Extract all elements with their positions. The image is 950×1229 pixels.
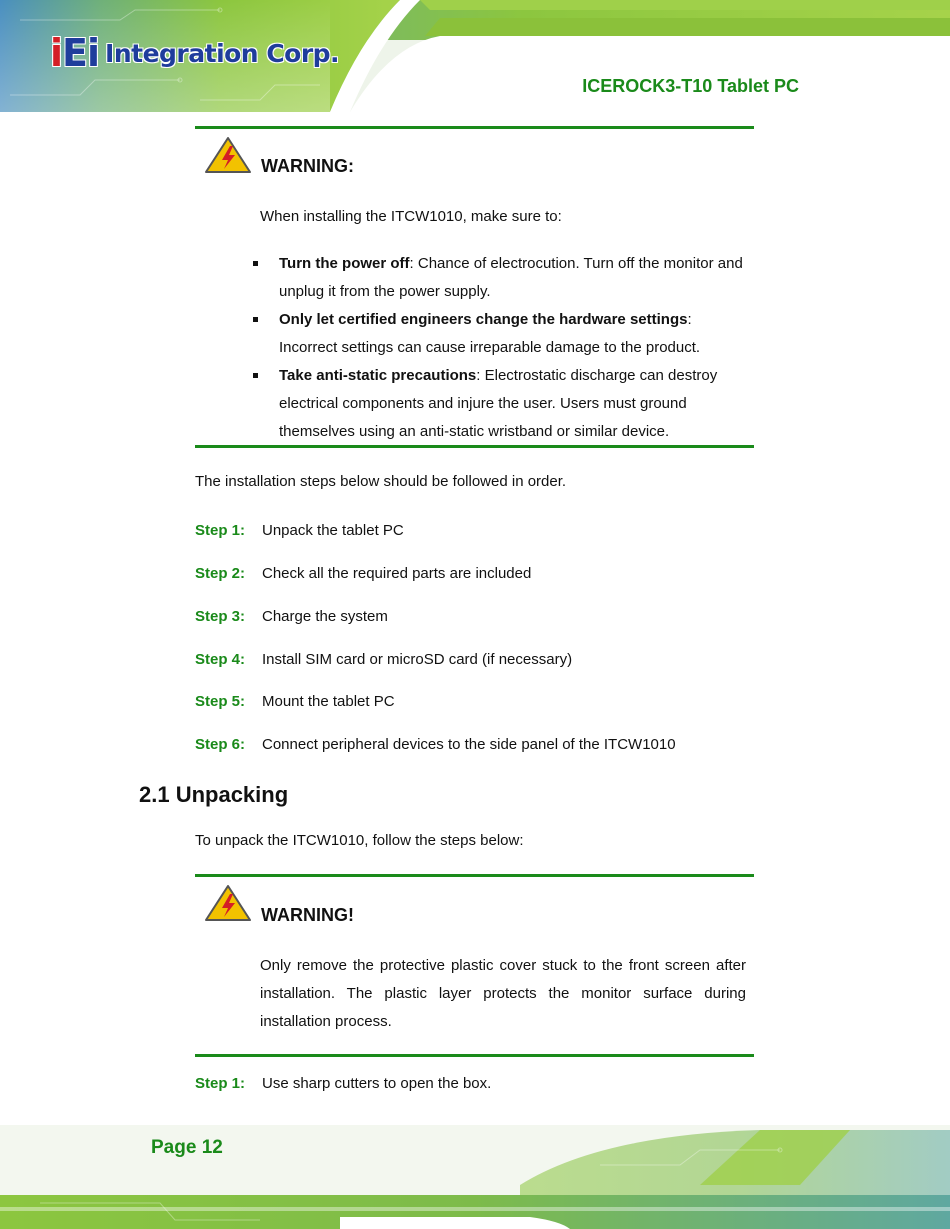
warning-icon bbox=[204, 136, 252, 174]
step-item: Step 2: Check all the required parts are included bbox=[195, 565, 532, 582]
page-footer bbox=[0, 1125, 950, 1229]
logo-text: Integration Corp. bbox=[105, 38, 340, 68]
warning-text: Only remove the protective plastic cover stuck to the front screen after installation. The plastic layer protects the monitor surface during installation process. bbox=[260, 957, 746, 1030]
step-item: Step 1: Unpack the tablet PC bbox=[195, 522, 404, 539]
warning-list bbox=[249, 250, 749, 446]
page-header bbox=[0, 0, 950, 112]
step-item: Step 4: Install SIM card or microSD card (if necessary) bbox=[195, 651, 573, 668]
product-title: ICEROCK3-T10 Tablet PC bbox=[582, 76, 799, 96]
section-intro: To unpack the ITCW1010, follow the steps below: bbox=[195, 832, 524, 849]
list-item: Only let certified engineers change the hardware settings: Incorrect settings can cause irreparable damage to the product. bbox=[249, 306, 749, 362]
warning-top-rule bbox=[195, 126, 754, 129]
step-item: Step 1: Use sharp cutters to open the box. bbox=[195, 1075, 492, 1092]
step-item: Step 3: Charge the system bbox=[195, 608, 388, 625]
logo-mark: iEi bbox=[50, 31, 100, 75]
warning-intro: When installing the ITCW1010, make sure to: bbox=[260, 208, 562, 225]
step-item: Step 6: Connect peripheral devices to the side panel of the ITCW1010 bbox=[195, 736, 676, 753]
page-number: Page 12 bbox=[151, 1137, 223, 1158]
list-item: Turn the power off: Chance of electrocution. Turn off the monitor and unplug it from the power supply. bbox=[249, 250, 749, 306]
warning-top-rule bbox=[195, 874, 754, 877]
install-intro: The installation steps below should be followed in order. bbox=[195, 473, 567, 490]
warning-title: WARNING! bbox=[261, 905, 354, 925]
section-title: 2.1 Unpacking bbox=[139, 782, 289, 807]
company-logo bbox=[50, 28, 339, 78]
step-item: Step 5: Mount the tablet PC bbox=[195, 693, 395, 710]
warning-title: WARNING: bbox=[261, 156, 354, 176]
footer-banner-graphic bbox=[0, 1125, 950, 1229]
warning-bottom-rule bbox=[195, 445, 754, 448]
warning-icon bbox=[204, 884, 252, 922]
warning-bottom-rule bbox=[195, 1054, 754, 1057]
list-item: Take anti-static precautions: Electrostatic discharge can destroy electrical components and injure the user. Users must ground themselves using an anti-static wristband or similar device. bbox=[249, 362, 749, 446]
